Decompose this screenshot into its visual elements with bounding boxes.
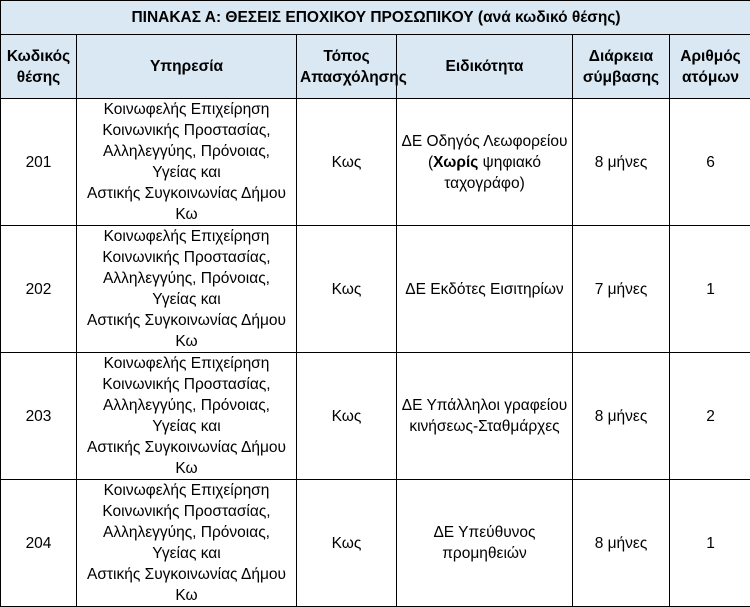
cell-persons: 6 [670,99,750,226]
cell-specialty: ΔΕ Εκδότες Εισιτηρίων [397,226,573,353]
cell-persons: 1 [670,226,750,353]
table-row [1,226,750,353]
cell-code: 204 [1,480,77,607]
cell-specialty: ΔΕ Οδηγός Λεωφορείου (Χωρίς ψηφιακό ταχογράφο) [397,99,573,226]
cell-location: Κως [297,353,397,480]
header-persons: Αριθμός ατόμων [670,35,750,99]
cell-location: Κως [297,480,397,607]
cell-service: Κοινωφελής Επιχείρηση Κοινωνικής Προστασίας, Αλληλεγγύης, Πρόνοιας, Υγείας και Αστικής Συγκοινωνίας Δήμου Κω [77,353,297,480]
table-title: ΠΙΝΑΚΑΣ Α: ΘΕΣΕΙΣ ΕΠΟΧΙΚΟΥ ΠΡΟΣΩΠΙΚΟΥ (ανά κωδικό θέσης) [1,1,750,35]
cell-service: Κοινωφελής Επιχείρηση Κοινωνικής Προστασίας, Αλληλεγγύης, Πρόνοιας, Υγείας και Αστικής Συγκοινωνίας Δήμου Κω [77,480,297,607]
cell-code: 203 [1,353,77,480]
table-row [1,480,750,607]
header-location: Τόπος Απασχόλησης [297,35,397,99]
cell-persons: 1 [670,480,750,607]
cell-service: Κοινωφελής Επιχείρηση Κοινωνικής Προστασίας, Αλληλεγγύης, Πρόνοιας, Υγείας και Αστικής Συγκοινωνίας Δήμου Κω [77,99,297,226]
cell-duration: 7 μήνες [573,226,670,353]
header-service: Υπηρεσία [77,35,297,99]
cell-location: Κως [297,99,397,226]
cell-code: 201 [1,99,77,226]
header-duration: Διάρκεια σύμβασης [573,35,670,99]
header-specialty: Ειδικότητα [397,35,573,99]
cell-persons: 2 [670,353,750,480]
cell-duration: 8 μήνες [573,99,670,226]
cell-service: Κοινωφελής Επιχείρηση Κοινωνικής Προστασίας, Αλληλεγγύης, Πρόνοιας, Υγείας και Αστικής Συγκοινωνίας Δήμου Κω [77,226,297,353]
cell-specialty: ΔΕ Υπεύθυνος προμηθειών [397,480,573,607]
header-code: Κωδικός θέσης [1,35,77,99]
cell-duration: 8 μήνες [573,480,670,607]
table-row [1,353,750,480]
cell-code: 202 [1,226,77,353]
cell-duration: 8 μήνες [573,353,670,480]
cell-specialty: ΔΕ Υπάλληλοι γραφείου κινήσεως-Σταθμάρχες [397,353,573,480]
table-row [1,99,750,226]
table-title-row [1,1,750,35]
cell-location: Κως [297,226,397,353]
table-header-row [1,35,750,99]
